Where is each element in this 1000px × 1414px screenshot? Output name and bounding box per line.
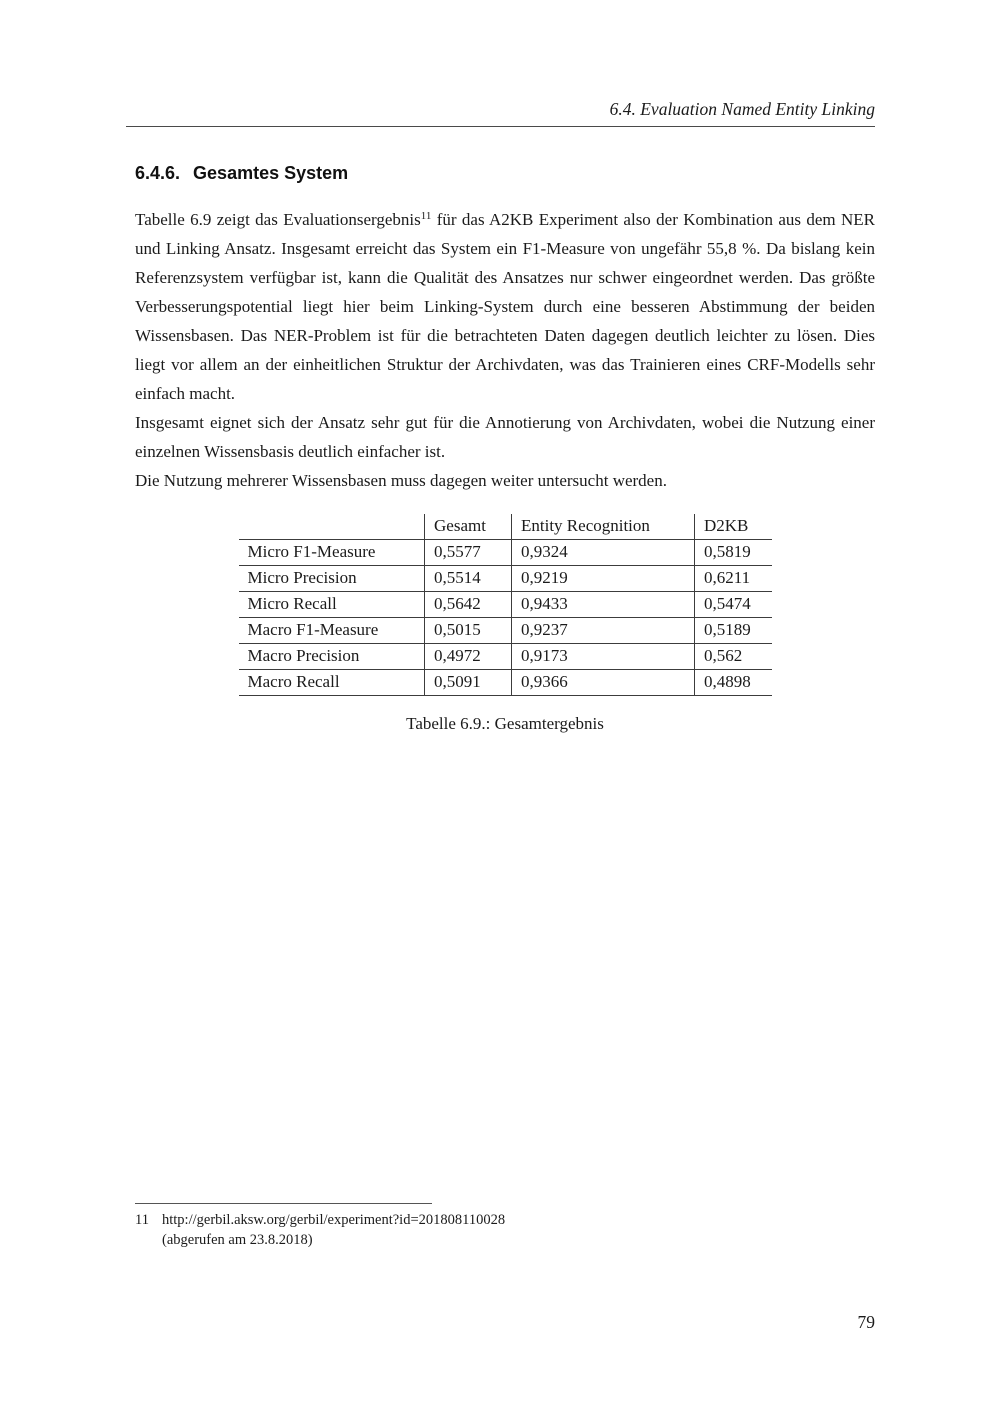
column-header-entity-recognition: Entity Recognition: [512, 514, 695, 540]
footnote-text: [162, 1210, 875, 1250]
table-row: [239, 618, 772, 644]
page-number: 79: [857, 1312, 875, 1332]
gesamt-value-cell: 0,5091: [425, 670, 512, 696]
table-header-row: [239, 514, 772, 540]
entity-recognition-value-cell: 0,9324: [512, 540, 695, 566]
metric-label-cell: Micro F1-Measure: [239, 540, 425, 566]
paragraph-1-continuation: für das A2KB Experiment also der Kombination aus dem NER und Linking Ansatz. Insgesamt erreicht das System ein F1-Measure von ungefähr 55,8 %. Da bislang kein Referenzsystem verfügbar ist, kann die Qualität des Ansatzes nur schwer eingeordnet werden. Das größte Verbesserungspotential liegt hier beim Linking-System durch eine besseren Abstimmung der beiden Wissensbasen. Das NER-Problem ist für die betrachteten Daten dagegen deutlich leichter zu lösen. Dies liegt vor allem an der einheitlichen Struktur der Archivdaten, was das Trainieren eines CRF-Modells sehr einfach macht.: [135, 210, 875, 403]
d2kb-value-cell: 0,5474: [695, 592, 772, 618]
footnote-url: http://gerbil.aksw.org/gerbil/experiment?id=201808110028: [162, 1212, 506, 1228]
footnote-retrieved: (abgerufen am 23.8.2018): [162, 1232, 313, 1248]
gesamt-value-cell: 0,4972: [425, 644, 512, 670]
table-caption: Tabelle 6.9.: Gesamtergebnis: [406, 714, 604, 733]
table-row: [239, 670, 772, 696]
d2kb-value-cell: 0,5189: [695, 618, 772, 644]
d2kb-value-cell: 0,5819: [695, 540, 772, 566]
footnote-reference: 11: [420, 210, 432, 222]
d2kb-value-cell: 0,562: [695, 644, 772, 670]
metric-label-cell: Macro Precision: [239, 644, 425, 670]
d2kb-value-cell: 0,4898: [695, 670, 772, 696]
metric-label-cell: Micro Recall: [239, 592, 425, 618]
entity-recognition-value-cell: 0,9219: [512, 566, 695, 592]
table-row: [239, 592, 772, 618]
gesamt-value-cell: 0,5514: [425, 566, 512, 592]
paragraph-1: [135, 205, 875, 408]
column-header-gesamt: Gesamt: [425, 514, 512, 540]
table-row: [239, 540, 772, 566]
metric-label-cell: Macro Recall: [239, 670, 425, 696]
metric-label-cell: Macro F1-Measure: [239, 618, 425, 644]
entity-recognition-value-cell: 0,9433: [512, 592, 695, 618]
results-table: [239, 514, 772, 696]
running-header: 6.4. Evaluation Named Entity Linking: [609, 99, 875, 119]
entity-recognition-value-cell: 0,9237: [512, 618, 695, 644]
page-content: [135, 0, 875, 735]
metric-label-cell: Micro Precision: [239, 566, 425, 592]
section-title: Gesamtes System: [193, 163, 349, 183]
footnote-rule: [135, 1203, 432, 1204]
gesamt-value-cell: 0,5642: [425, 592, 512, 618]
footnote-marker: 11: [135, 1212, 149, 1228]
footnote-block: [135, 1203, 875, 1250]
section-heading: [135, 161, 875, 185]
paragraph-1-text: Tabelle 6.9 zeigt das Evaluationsergebnis: [135, 210, 421, 229]
section-number: 6.4.6.: [135, 163, 181, 183]
footnote: [135, 1210, 875, 1250]
paragraph-2: Insgesamt eignet sich der Ansatz sehr gut für die Annotierung von Archivdaten, wobei die Nutzung einer einzelnen Wissensbasis deutlich einfacher ist.: [135, 413, 875, 461]
column-header-empty: [239, 514, 425, 540]
gesamt-value-cell: 0,5015: [425, 618, 512, 644]
gesamt-value-cell: 0,5577: [425, 540, 512, 566]
table-row: [239, 566, 772, 592]
d2kb-value-cell: 0,6211: [695, 566, 772, 592]
entity-recognition-value-cell: 0,9366: [512, 670, 695, 696]
column-header-d2kb: D2KB: [695, 514, 772, 540]
paragraph-3: Die Nutzung mehrerer Wissensbasen muss dagegen weiter untersucht werden.: [135, 471, 667, 490]
table-row: [239, 644, 772, 670]
header-rule: [126, 126, 875, 127]
entity-recognition-value-cell: 0,9173: [512, 644, 695, 670]
